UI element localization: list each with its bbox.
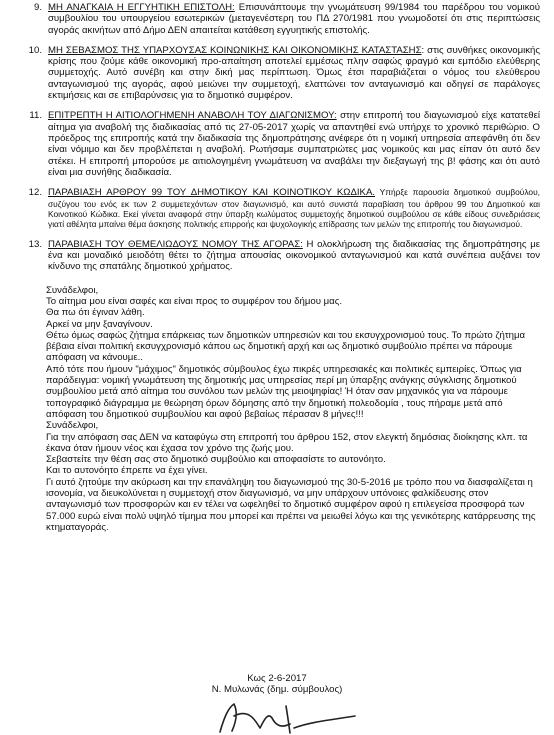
item-heading: ΜΗ ΣΕΒΑΣΜΟΣ ΤΗΣ ΥΠΑΡΧΟΥΣΑΣ ΚΟΙΝΩΝΙΚΗΣ ΚΑΙ ΟΙΚΟΝΟΜΙΚΗΣ ΚΑΤΑΣΤΑΣΗΣ <box>48 44 422 56</box>
item-text: στην επιτροπή του διαγωνισμού είχε κατατεθεί αίτημα για αναβολή της διαδικασίας από τις 27-05-2017 χωρίς να απαντηθεί ενώ υπήρχε το χρονικό περιθώριο. Ο πρόεδρος της επιτροπής κατά την διαδικασία της δημοπράτησης ανέφερε ότι η νομική υπηρεσία απεφάνθη ότι δεν είναι νόμιμο και δεν προβλέπεται η αναβολή. Ρωτήσαμε συμπατριώτες μας νομικούς και μας είπαν ότι αυτό δεν στέκει. Η επιτροπή μπορούσε με αιτιολογημένη γνωμάτευση να αναβάλει την διεξαγωγή της β! φάσης και ότι αυτό είναι μια συνήθης διαδικασία. <box>48 110 540 178</box>
numbered-list <box>28 2 541 273</box>
greeting: Συνάδελφοι, <box>46 284 99 296</box>
list-item-9 <box>33 2 540 36</box>
list-item-12 <box>28 187 541 230</box>
item-body <box>48 2 540 36</box>
place-date: Κως 2-6-2017 <box>247 673 307 684</box>
closing-line: Αρκεί να μην ξαναγίνουν. <box>46 318 153 330</box>
item-number: 12. <box>28 187 42 199</box>
item-text: Υπήρξε παρουσία δημοτικού συμβούλου, συζύγου του ενός εκ των 2 συμμετεχόντων στον διαγωνισμό, και αυτό συνιστά παραβίαση του άρθρου 99 του Δημοτικού και Κοινοτικού Κώδικα. Εκεί γίνεται αναφορά στην ύπαρξη κωλύματος συμμετοχής δημοτικού συμβούλου σε κάθε είδους συνεδριάσεις γιατί αθέλητα μπαίνει θέμα άσκησης πολιτικής επιρροής και ψυχολογικής επίδρασης των μελών της επιτροπής του διαγωνισμού. <box>48 187 541 230</box>
closing-line: Σεβαστείτε την θέση σας στο δημοτικό συμβούλιο και αποφασίστε το αυτονόητο. <box>46 454 386 466</box>
item-number: 10. <box>28 44 42 56</box>
handwritten-signature <box>190 698 360 735</box>
signatory-name: Ν. Μυλωνάς (δημ. σύμβουλος) <box>211 684 343 696</box>
closing-line: Θα πω ότι έγιναν λάθη. <box>46 307 145 319</box>
item-heading: ΠΑΡΑΒΙΑΣΗ ΤΟΥ ΘΕΜΕΛΙΩΔΟΥΣ ΝΟΜΟΥ ΤΗΣ ΑΓΟΡΑΣ: <box>48 238 303 250</box>
item-number: 13. <box>28 238 42 250</box>
item-body <box>48 45 540 101</box>
closing-section <box>46 285 540 534</box>
closing-paragraph: Γι αυτό ζητούμε την ακύρωση και την επανάληψη του διαγωνισμού της 30-5-2016 με τρόπο που να διασφαλίζεται η ισονομία, να διευκολύνεται η συμμετοχή στον διαγωνισμό, να μην υπάρχουν υπόνοιες φαλκίδευσης στον ανταγωνισμό των προσφορών και εν τέλει να ωφεληθεί το δημοτικό συμφέρον αφού η επιλεγείσα προσφορά των 57.000 ευρώ είναι πολύ υψηλό τίμημα που μπορεί και πρέπει να μειωθεί λόγω και της γενικότερης κατάρρευσης της κτηματαγοράς. <box>46 476 536 533</box>
item-text: : στις συνθήκες οικονομικής κρίσης που ζούμε κάθε οικονομική προ-απαίτηση αποτελεί εμμέσως πλην σαφώς φραγμό και εμπόδιο ελεύθερης συμμετοχής. Αυτό συνέβη και στην δική μας περίπτωση. Όμως έτσι παραβιάζεται ο νόμος του ελεύθερου ανταγωνισμού της αγοράς, αφού μειώνει την συμμετοχή, ελαττώνει τον ανταγωνισμό και οδηγεί σε παράλογες εκτιμήσεις και σε επιβαρύνσεις για το δημοτικό συμφέρον. <box>48 44 540 102</box>
item-number: 11. <box>29 110 42 122</box>
item-heading: ΠΑΡΑΒΙΑΣΗ ΑΡΘΡΟΥ 99 ΤΟΥ ΔΗΜΟΤΙΚΟΥ ΚΑΙ ΚΟΙΝΟΤΙΚΟΥ ΚΩΔΙΚΑ. <box>48 187 376 199</box>
list-item-11 <box>29 110 540 178</box>
closing-line: Και το αυτονόητο έπρεπε να έχει γίνει. <box>46 465 208 477</box>
signature-block <box>0 673 554 696</box>
greeting: Συνάδελφοι, <box>46 420 99 432</box>
item-body <box>48 110 540 178</box>
item-text: Η ολοκλήρωση της διαδικασίας της δημοπράτησης με ένα και μοναδικό μειοδότη θέτει το ζήτημα απουσίας οικονομικού ανταγωνισμού και κατά συνέπεια αυξάνει τον κίνδυνο της σπατάλης δημοτικού χρήματος. <box>48 238 540 273</box>
item-heading: ΜΗ ΑΝΑΓΚΑΙΑ Η ΕΓΓΥΗΤΙΚΗ ΕΠΙΣΤΟΛΗ: <box>48 2 235 13</box>
item-heading: ΕΠΙΤΡΕΠΤΗ Η ΑΙΤΙΟΛΟΓΗΜΕΝΗ ΑΝΑΒΟΛΗ ΤΟΥ ΔΙΑΓΩΝΙΣΜΟΥ: <box>48 110 337 122</box>
closing-line: Το αίτημα μου είναι σαφές και είναι προς το συμφέρον του δήμου μας. <box>46 295 343 307</box>
item-body <box>48 239 540 273</box>
list-item-10 <box>28 44 540 102</box>
closing-paragraph: Θέτω όμως σαφώς ζήτημα επάρκειας των δημοτικών υπηρεσιών και του εκσυγχρονισμού τους. Το πρώτο ζήτημα βέβαια είναι πολιτική εκσυγχρονισμό κάπου ως δημοτική αρχή και ως δημοτικό συμβούλιο πρέπει να πάρουμε απόφαση να κάνουμε.. <box>46 329 526 364</box>
list-item-13 <box>28 238 540 273</box>
closing-paragraph: Για την απόφαση σας ΔΕΝ να καταφύγω στη επιτροπή του άρθρου 152, στον ελεγκτή δημόσιας διοίκησης κλπ. τα έκανα όταν ήμουν νέος και έχασα τον χρόνο της ζωής μου. <box>46 431 528 454</box>
closing-paragraph: Από τότε που ήμουν "μάχιμος" δημοτικός σύμβουλος έχω πικρές υπηρεσιακές και πολιτικές εμπειρίες. Όπως για παράδειγμα: νομική γνωμάτευση της δημοτικής μας υπηρεσίας περί μη ύπαρξης ανάγκης σύγκλισης δημοτικού συμβουλίου μετά από αίτημα του συνόλου των μελών της μειοψηφίας! Ή όταν σαν μηχανικός για να πάρουμε τοπογραφικό διάγραμμα με θεώρηση όρων δόμησης από την δημοτική πολεοδομία , τους πήραμε μετά από απόφαση του δημοτικού συμβουλίου και αφού βεβαίως πέρασαν 8 μήνες!!! <box>46 363 522 420</box>
item-number: 9. <box>33 2 42 13</box>
item-text: Επισυνάπτουμε την γνωμάτευση 99/1984 του παρέδρου του νομικού συμβουλίου του υπουργείου εσωτερικών (μεταγενέστερη του ΠΔ 270/1981 που γνωμοδοτεί ότι στις περιπτώσεις αγοράς ακινήτων από Δήμο ΔΕΝ απαιτείται κατάθεση εγγυητικής επιστολής. <box>48 2 540 36</box>
item-body <box>48 187 540 230</box>
